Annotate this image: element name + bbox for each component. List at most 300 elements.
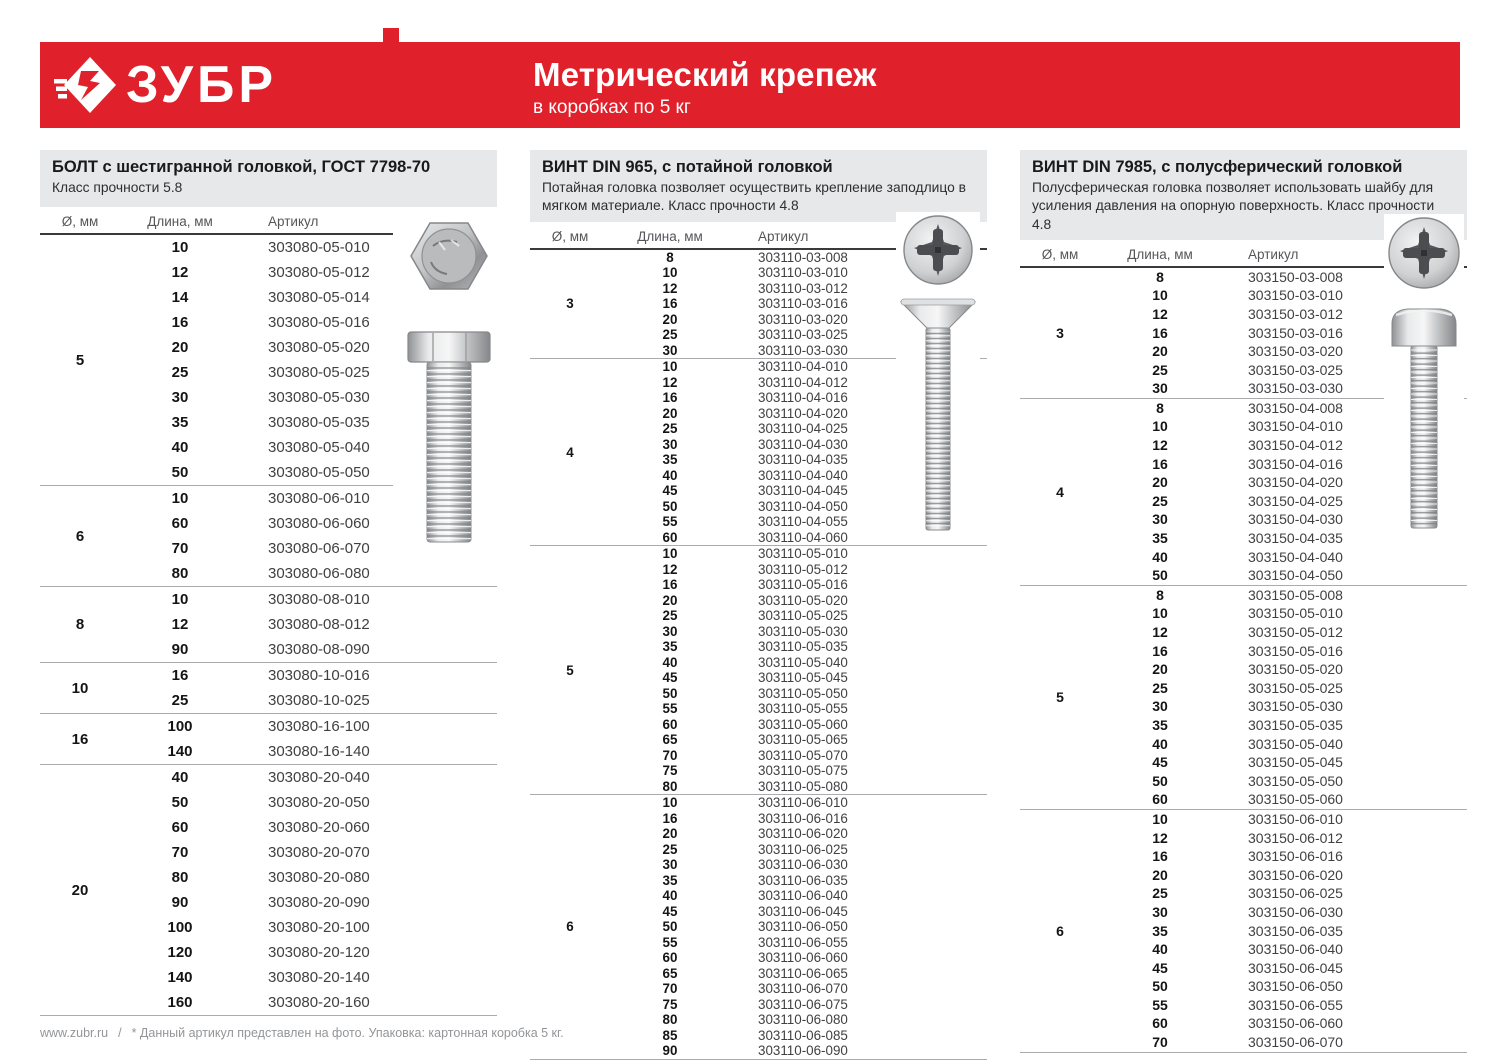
footer-note: * Данный артикул представлен на фото. Упаковка: картонная коробка 5 кг. (131, 1026, 564, 1040)
article-value: 303150-05-020 (1248, 661, 1343, 678)
group-rows (610, 795, 987, 1059)
diameter-value: 20 (71, 881, 89, 899)
article-value: 303150-04-035 (1248, 530, 1343, 547)
length-value: 16 (1152, 455, 1168, 472)
length-value: 20 (1152, 661, 1168, 678)
group-rows (1100, 586, 1467, 809)
table-row (1100, 586, 1467, 605)
article-value: 303110-04-012 (758, 374, 848, 390)
length-value: 80 (171, 565, 189, 582)
table-row (120, 790, 497, 815)
article-value: 303080-20-100 (268, 919, 370, 936)
length-value: 20 (662, 826, 678, 842)
length-value: 16 (1152, 642, 1168, 659)
article-value: 303110-06-016 (758, 810, 848, 826)
length-value: 55 (662, 934, 678, 950)
length-value: 55 (662, 701, 678, 717)
length-value: 8 (1156, 268, 1164, 285)
table-row (610, 546, 987, 562)
length-value: 50 (1152, 567, 1168, 584)
table-row (610, 562, 987, 578)
article-value: 303080-20-080 (268, 869, 370, 886)
table-row (610, 686, 987, 702)
length-value: 50 (1152, 978, 1168, 995)
footer-website: www.zubr.ru (40, 1026, 109, 1040)
article-value: 303150-03-012 (1248, 305, 1343, 322)
length-value: 16 (662, 390, 678, 406)
diameter-value: 8 (75, 616, 85, 633)
article-value: 303080-08-090 (268, 641, 370, 658)
diameter-value: 5 (566, 662, 574, 678)
article-value: 303110-04-010 (758, 359, 848, 375)
table-row (610, 873, 987, 889)
length-value: 70 (1152, 1034, 1168, 1051)
length-value: 25 (1152, 361, 1168, 378)
diameter-value: 6 (566, 919, 574, 935)
diameter-value: 5 (75, 351, 85, 369)
length-value: 10 (662, 265, 678, 281)
article-value: 303080-10-025 (268, 692, 370, 709)
article-value: 303110-03-020 (758, 311, 848, 327)
length-value: 40 (662, 467, 678, 483)
article-column-header: Артикул (758, 228, 809, 244)
length-value: 45 (662, 903, 678, 919)
article-value: 303080-20-070 (268, 844, 370, 861)
table-row (1100, 829, 1467, 848)
length-value: 35 (662, 452, 678, 468)
table-row (1100, 1014, 1467, 1033)
article-value: 303080-06-010 (268, 490, 370, 507)
length-value: 80 (662, 1012, 678, 1028)
article-value: 303080-06-060 (268, 515, 370, 532)
article-value: 303150-04-030 (1248, 511, 1343, 528)
table-subtitle: Класс прочности 5.8 (52, 180, 183, 196)
article-value: 303110-05-040 (758, 654, 848, 670)
article-value: 303110-05-045 (758, 670, 848, 686)
article-value: 303110-06-045 (758, 903, 848, 919)
length-value: 60 (662, 529, 678, 545)
diameter-group (1020, 586, 1467, 810)
length-column-header: Длина, мм (147, 214, 213, 229)
length-value: 160 (167, 994, 193, 1011)
table-row (120, 587, 497, 612)
length-value: 50 (171, 464, 189, 481)
length-value: 12 (1152, 829, 1168, 846)
table-row (1100, 548, 1467, 567)
length-value: 65 (662, 732, 678, 748)
length-value: 16 (171, 667, 189, 684)
length-value: 30 (1152, 511, 1168, 528)
table-title: БОЛТ с шестигранной головкой, ГОСТ 7798-70 (52, 158, 431, 176)
length-value: 90 (662, 1043, 678, 1059)
article-value: 303110-03-010 (758, 265, 848, 281)
length-value: 10 (1152, 810, 1168, 827)
article-value: 303080-06-080 (268, 565, 370, 582)
article-value: 303150-05-025 (1248, 679, 1343, 696)
article-value: 303150-06-070 (1248, 1034, 1343, 1051)
article-value: 303110-03-008 (758, 249, 848, 265)
table-row (610, 639, 987, 655)
length-value: 10 (662, 359, 678, 375)
article-value: 303110-04-045 (758, 483, 848, 499)
zubr-logo (54, 55, 277, 115)
length-value: 35 (171, 414, 189, 431)
diameter-value: 10 (71, 679, 89, 697)
table-row (1100, 679, 1467, 698)
article-value: 303150-04-025 (1248, 492, 1343, 509)
length-value: 80 (662, 778, 678, 794)
table-countersunk-screw (530, 150, 987, 1060)
diameter-value: 3 (1056, 324, 1064, 341)
length-value: 30 (1152, 698, 1168, 715)
length-value: 10 (1152, 287, 1168, 304)
table-row (1100, 735, 1467, 754)
article-value: 303080-16-140 (268, 743, 370, 760)
group-rows (610, 546, 987, 794)
length-value: 16 (662, 810, 678, 826)
length-value: 12 (662, 561, 678, 577)
length-value: 35 (1152, 530, 1168, 547)
length-value: 60 (662, 950, 678, 966)
diameter-value: 4 (1056, 483, 1064, 500)
length-value: 30 (662, 436, 678, 452)
article-value: 303150-03-025 (1248, 361, 1343, 378)
group-rows (120, 663, 497, 713)
length-value: 14 (171, 289, 189, 306)
table-row (610, 966, 987, 982)
length-value: 45 (1152, 959, 1168, 976)
article-value: 303080-05-035 (268, 414, 370, 431)
article-value: 303110-05-030 (758, 623, 848, 639)
article-value: 303080-16-100 (268, 718, 370, 735)
length-value: 140 (167, 969, 193, 986)
countersunk-screw-image (896, 212, 980, 534)
article-value: 303080-20-040 (268, 769, 370, 786)
article-value: 303110-05-010 (758, 546, 848, 562)
table-title-block (530, 150, 987, 222)
diameter-column-header: Ø, мм (61, 214, 99, 229)
article-value: 303150-05-050 (1248, 772, 1343, 789)
article-value: 303110-06-075 (758, 996, 848, 1012)
length-value: 25 (662, 841, 678, 857)
length-value: 35 (1152, 922, 1168, 939)
length-value: 45 (662, 483, 678, 499)
length-value: 20 (662, 592, 678, 608)
length-value: 70 (171, 844, 189, 861)
table-row (1100, 790, 1467, 809)
length-value: 20 (662, 311, 678, 327)
table-row (1100, 604, 1467, 623)
length-value: 40 (1152, 548, 1168, 565)
length-column-header: Длина, мм (637, 228, 703, 244)
article-value: 303110-05-020 (758, 592, 848, 608)
length-value: 30 (1152, 380, 1168, 397)
article-value: 303080-05-016 (268, 314, 370, 331)
length-value: 12 (171, 264, 189, 281)
article-value: 303150-03-030 (1248, 380, 1343, 397)
length-value: 10 (1152, 418, 1168, 435)
table-row (120, 637, 497, 662)
article-value: 303150-04-008 (1248, 399, 1343, 416)
article-value: 303080-05-030 (268, 389, 370, 406)
length-value: 25 (1152, 885, 1168, 902)
article-value: 303080-20-120 (268, 944, 370, 961)
article-value: 303110-04-016 (758, 390, 848, 406)
table-row (1100, 642, 1467, 661)
table-row (1100, 772, 1467, 791)
page-title: Метрический крепеж (533, 56, 877, 93)
group-rows (120, 587, 497, 662)
table-row (120, 840, 497, 865)
table-row (120, 688, 497, 713)
article-value: 303080-20-060 (268, 819, 370, 836)
article-value: 303080-06-070 (268, 540, 370, 557)
table-row (1100, 810, 1467, 829)
article-value: 303110-05-075 (758, 763, 848, 779)
article-value: 303110-06-030 (758, 857, 848, 873)
article-value: 303110-06-035 (758, 872, 848, 888)
article-value: 303110-05-070 (758, 747, 848, 763)
diameter-value: 6 (1056, 922, 1064, 939)
footer-divider: / (118, 1026, 122, 1040)
article-value: 303110-04-020 (758, 405, 848, 421)
article-value: 303110-06-040 (758, 888, 848, 904)
article-value: 303150-06-010 (1248, 810, 1343, 827)
length-value: 70 (662, 747, 678, 763)
diameter-group (40, 587, 497, 663)
article-value: 303080-20-160 (268, 994, 370, 1011)
length-value: 12 (1152, 437, 1168, 454)
diameter-value: 16 (71, 730, 89, 748)
table-row (1100, 716, 1467, 735)
table-row (610, 717, 987, 733)
length-value: 10 (662, 546, 678, 562)
table-row (120, 739, 497, 764)
diameter-column-header: Ø, мм (1041, 246, 1079, 262)
group-rows (1100, 810, 1467, 1052)
page-subtitle: в коробках по 5 кг (533, 97, 691, 118)
table-row (1100, 1033, 1467, 1052)
length-value: 25 (171, 692, 189, 709)
article-value: 303110-06-025 (758, 841, 848, 857)
article-column-header: Артикул (268, 214, 319, 229)
diameter-group (1020, 810, 1467, 1053)
length-value: 25 (662, 421, 678, 437)
length-value: 35 (662, 872, 678, 888)
length-value: 45 (1152, 754, 1168, 771)
length-value: 85 (662, 1027, 678, 1043)
table-row (120, 965, 497, 990)
length-value: 10 (171, 591, 189, 608)
length-value: 20 (1152, 474, 1168, 491)
length-value: 45 (662, 670, 678, 686)
article-value: 303110-05-025 (758, 608, 848, 624)
length-value: 100 (167, 919, 193, 936)
length-value: 40 (662, 654, 678, 670)
length-value: 25 (1152, 492, 1168, 509)
length-value: 25 (662, 327, 678, 343)
article-value: 303080-05-012 (268, 264, 370, 281)
article-value: 303150-05-030 (1248, 698, 1343, 715)
article-value: 303150-06-030 (1248, 903, 1343, 920)
table-row (120, 915, 497, 940)
length-value: 80 (171, 869, 189, 886)
length-value: 10 (1152, 605, 1168, 622)
table-title: ВИНТ DIN 7985, с полусферический головкой (1032, 158, 1403, 176)
article-value: 303150-06-025 (1248, 885, 1343, 902)
footer (40, 1026, 564, 1040)
length-value: 60 (171, 819, 189, 836)
length-value: 50 (1152, 772, 1168, 789)
article-value: 303150-04-050 (1248, 567, 1343, 584)
table-row (120, 940, 497, 965)
article-value: 303150-04-012 (1248, 437, 1343, 454)
table-row (610, 904, 987, 920)
length-value: 30 (662, 623, 678, 639)
article-value: 303150-03-016 (1248, 324, 1343, 341)
table-row (120, 561, 497, 586)
length-value: 8 (1156, 399, 1164, 416)
article-value: 303080-05-014 (268, 289, 370, 306)
article-value: 303150-06-040 (1248, 941, 1343, 958)
article-value: 303110-04-030 (758, 436, 848, 452)
article-value: 303080-20-050 (268, 794, 370, 811)
article-value: 303080-08-012 (268, 616, 370, 633)
article-value: 303150-03-010 (1248, 287, 1343, 304)
article-value: 303110-05-060 (758, 716, 848, 732)
article-value: 303110-06-010 (758, 795, 848, 811)
article-value: 303150-05-010 (1248, 605, 1343, 622)
diameter-group (530, 795, 987, 1060)
length-value: 16 (1152, 848, 1168, 865)
pan-head-screw-image (1384, 214, 1464, 532)
red-tab-decoration (383, 28, 399, 42)
length-value: 16 (1152, 324, 1168, 341)
table-row (610, 1043, 987, 1059)
article-value: 303150-05-008 (1248, 586, 1343, 603)
article-value: 303150-06-016 (1248, 848, 1343, 865)
article-value: 303110-06-085 (758, 1027, 848, 1043)
length-value: 8 (1156, 586, 1164, 603)
article-value: 303150-05-016 (1248, 642, 1343, 659)
table-row (610, 624, 987, 640)
table-row (120, 663, 497, 688)
article-value: 303080-20-090 (268, 894, 370, 911)
diameter-group (40, 765, 497, 1016)
table-row (1100, 940, 1467, 959)
length-value: 12 (662, 280, 678, 296)
article-value: 303110-06-055 (758, 934, 848, 950)
length-value: 8 (666, 249, 674, 265)
article-value: 303110-05-012 (758, 561, 848, 577)
length-value: 10 (171, 490, 189, 507)
table-row (610, 935, 987, 951)
article-value: 303150-05-012 (1248, 624, 1343, 641)
table-row (610, 655, 987, 671)
table-row (1100, 959, 1467, 978)
table-row (1100, 903, 1467, 922)
table-row (610, 670, 987, 686)
table-row (1100, 922, 1467, 941)
length-value: 60 (1152, 1015, 1168, 1032)
header-band (40, 42, 1460, 128)
group-rows (120, 714, 497, 764)
article-value: 303150-03-020 (1248, 343, 1343, 360)
length-value: 12 (1152, 624, 1168, 641)
length-value: 50 (662, 685, 678, 701)
article-value: 303150-06-055 (1248, 996, 1343, 1013)
table-row (610, 981, 987, 997)
length-value: 12 (1152, 305, 1168, 322)
table-row (120, 890, 497, 915)
length-value: 10 (171, 239, 189, 256)
hex-bolt-image (393, 216, 505, 548)
article-column-header: Артикул (1248, 246, 1299, 262)
table-row (610, 795, 987, 811)
length-value: 40 (171, 769, 189, 786)
length-value: 25 (1152, 679, 1168, 696)
article-value: 303080-20-140 (268, 969, 370, 986)
article-value: 303110-06-070 (758, 981, 848, 997)
length-value: 60 (1152, 791, 1168, 808)
length-value: 70 (171, 540, 189, 557)
table-row (120, 765, 497, 790)
article-value: 303110-03-030 (758, 342, 848, 358)
length-value: 35 (662, 639, 678, 655)
table-row (610, 779, 987, 795)
length-value: 12 (171, 616, 189, 633)
table-row (610, 701, 987, 717)
length-value: 16 (662, 577, 678, 593)
table-row (610, 919, 987, 935)
article-value: 303080-05-025 (268, 364, 370, 381)
article-value: 303110-05-016 (758, 577, 848, 593)
article-value: 303150-05-040 (1248, 735, 1343, 752)
article-value: 303080-05-050 (268, 464, 370, 481)
length-value: 60 (662, 716, 678, 732)
article-value: 303080-10-016 (268, 667, 370, 684)
article-value: 303110-05-055 (758, 701, 848, 717)
table-title-block (40, 150, 497, 207)
length-value: 40 (1152, 735, 1168, 752)
length-value: 55 (662, 514, 678, 530)
article-value: 303110-06-065 (758, 965, 848, 981)
article-value: 303110-05-050 (758, 685, 848, 701)
length-value: 20 (1152, 866, 1168, 883)
article-value: 303150-06-020 (1248, 866, 1343, 883)
article-value: 303110-04-040 (758, 467, 848, 483)
length-column-header: Длина, мм (1127, 246, 1193, 262)
article-value: 303110-03-016 (758, 296, 848, 312)
brand-wordmark: ЗУБР (126, 56, 278, 114)
length-value: 90 (171, 894, 189, 911)
length-value: 10 (662, 795, 678, 811)
length-value: 12 (662, 374, 678, 390)
article-value: 303110-06-090 (758, 1043, 848, 1059)
length-value: 75 (662, 763, 678, 779)
length-value: 20 (171, 339, 189, 356)
diameter-group (40, 714, 497, 765)
article-value: 303110-05-065 (758, 732, 848, 748)
length-value: 60 (171, 515, 189, 532)
length-value: 30 (662, 342, 678, 358)
diameter-group (40, 663, 497, 714)
length-value: 55 (1152, 996, 1168, 1013)
length-value: 16 (171, 314, 189, 331)
length-value: 30 (171, 389, 189, 406)
length-value: 40 (171, 439, 189, 456)
article-value: 303150-06-045 (1248, 959, 1343, 976)
